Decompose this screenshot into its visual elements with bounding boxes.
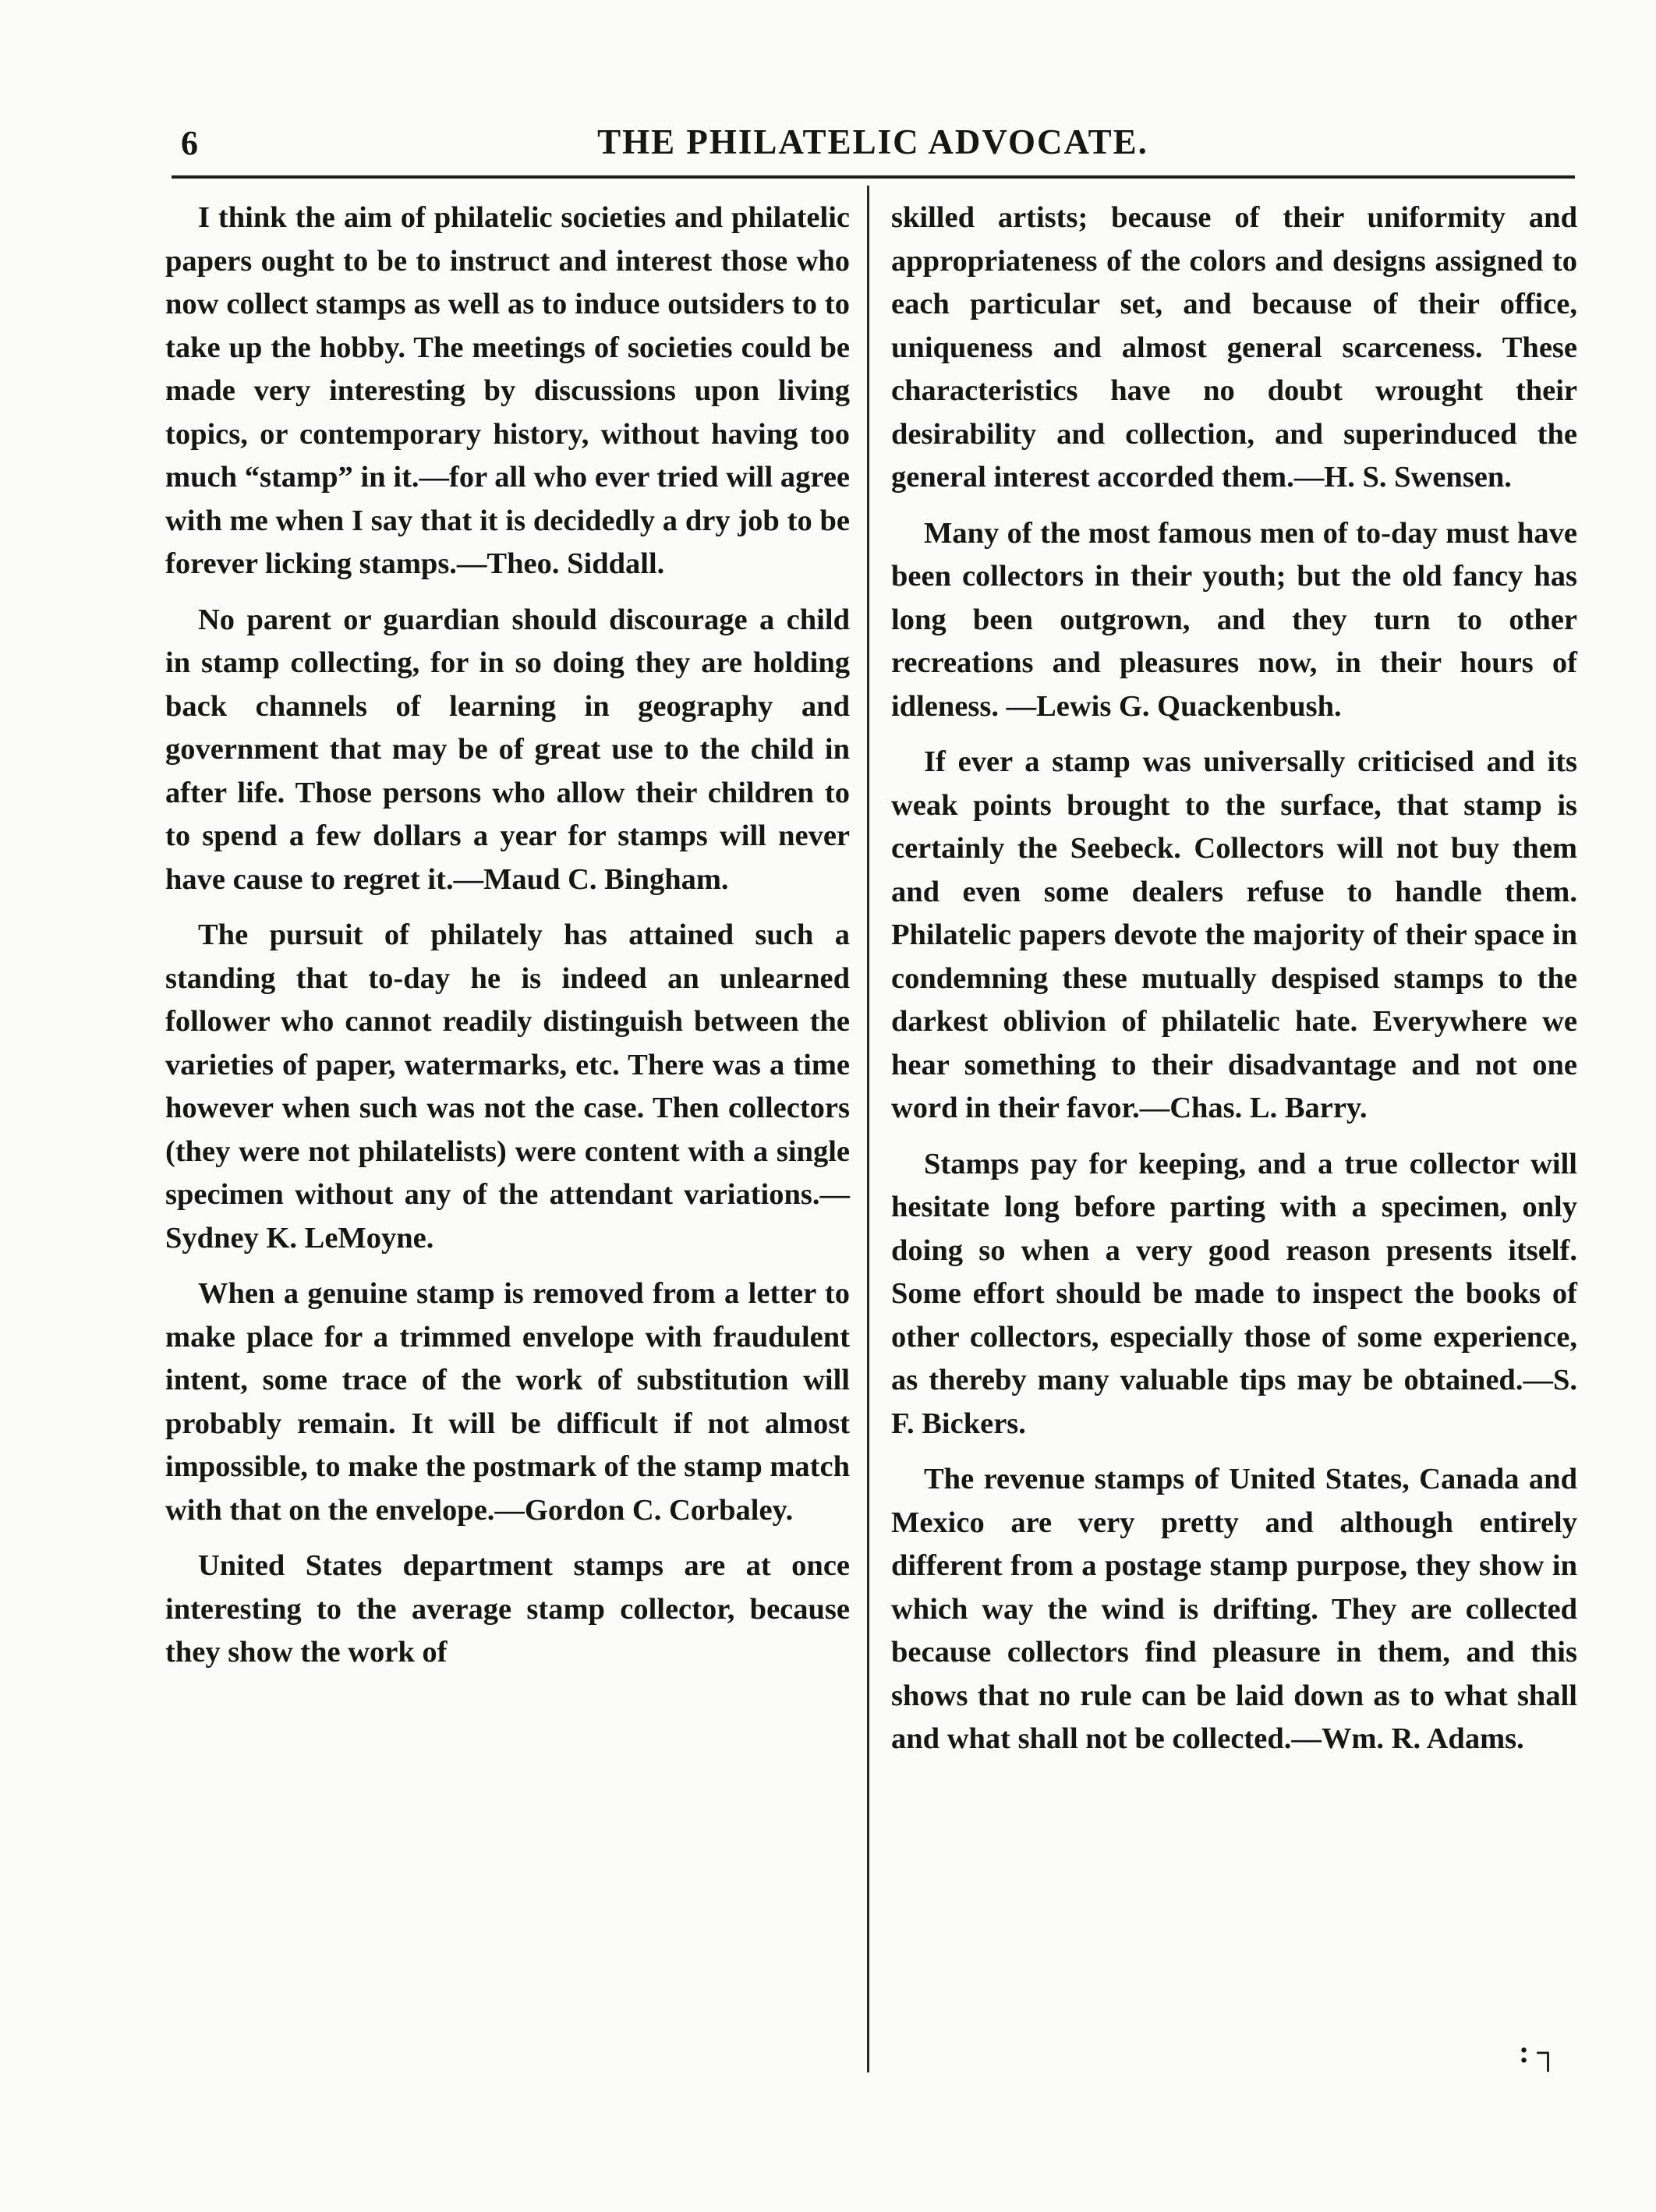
right-column: [891, 196, 1577, 1774]
column-divider: [867, 186, 869, 2072]
left-column: [165, 196, 850, 1687]
end-ornament: : ┐: [1519, 2034, 1559, 2069]
paragraph-department-stamps: United States department stamps are at once interesting to the average stamp collector, because they show the work of: [165, 1549, 850, 1669]
paragraph-barry: If ever a stamp was universally criticised and its weak points brought to the surface, that stamp is certainly the Seebeck. Collectors will not buy them and even some dealers refuse to handle them. Philatelic papers devote the majority of their space in condemning these mutually despised stamps to the darkest oblivion of philatelic hate. Everywhere we hear something to their disadvantage and not one word in their favor.—Chas. L. Barry.: [891, 745, 1577, 1124]
paragraph-quackenbush: Many of the most famous men of to-day must have been collectors in their youth; but the old fancy has long been outgrown, and they turn to other recreations and pleasures now, in their hours of idleness. —Lewis G. Quackenbush.: [891, 516, 1577, 723]
page-header: [181, 117, 1565, 172]
paragraph-adams: The revenue stamps of United States, Canada and Mexico are very pretty and although entirely different from a postage stamp purpose, they show in which way the wind is drifting. They are collected because collectors find pleasure in them, and this shows that no rule can be laid down as to what shall and what shall not be collected.—Wm. R. Adams.: [891, 1463, 1577, 1755]
paragraph-siddall: I think the aim of philatelic societies and philatelic papers ought to be to instruct and interest those who now collect stamps as well as to induce outsiders to to take up the hobby. The meetings of societies could be made very interesting by discussions upon living topics, or contemporary history, without having too much “stamp” in it.—for all who ever tried will agree with me when I say that it is decidedly a dry job to be forever licking stamps.—Theo. Siddall.: [165, 201, 850, 580]
page-number: 6: [181, 124, 198, 162]
paragraph-swensen: skilled artists; because of their uniformity and appropriateness of the colors and designs assigned to each particular set, and because of their office, uniqueness and almost general scarceness. These characteristics have no doubt wrought their desirability and collection, and superinduced the general interest accorded them.—H. S. Swensen.: [891, 201, 1577, 494]
paragraph-bingham: No parent or guardian should discourage a child in stamp collecting, for in so doing they are holding back channels of learning in geography and government that may be of great use to the child in after life. Those persons who allow their children to to spend a few dollars a year for stamps will never have cause to regret it.—Maud C. Bingham.: [165, 603, 850, 896]
header-rule: [172, 175, 1575, 179]
paragraph-corbaley: When a genuine stamp is removed from a letter to make place for a trimmed envelope with fraudulent intent, some trace of the work of substitution will probably remain. It will be difficult if not almost impossible, to make the postmark of the stamp match with that on the envelope.—Gordon C. Corbaley.: [165, 1277, 850, 1527]
paragraph-bickers: Stamps pay for keeping, and a true collector will hesitate long before parting with a specimen, only doing so when a very good reason presents itself. Some effort should be made to inspect the books of other collectors, especially those of some experience, as thereby many valuable tips may be obtained.—S. F. Bickers.: [891, 1147, 1577, 1440]
running-title: THE PHILATELIC ADVOCATE.: [597, 122, 1148, 161]
paragraph-lemoyne: The pursuit of philately has attained such a standing that to-day he is indeed an unlearned follower who cannot readily distinguish between the varieties of paper, watermarks, etc. There was a time however when such was not the case. Then collectors (they were not philatelists) were content with a single specimen without any of the attendant variations.—Sydney K. LeMoyne.: [165, 918, 850, 1255]
